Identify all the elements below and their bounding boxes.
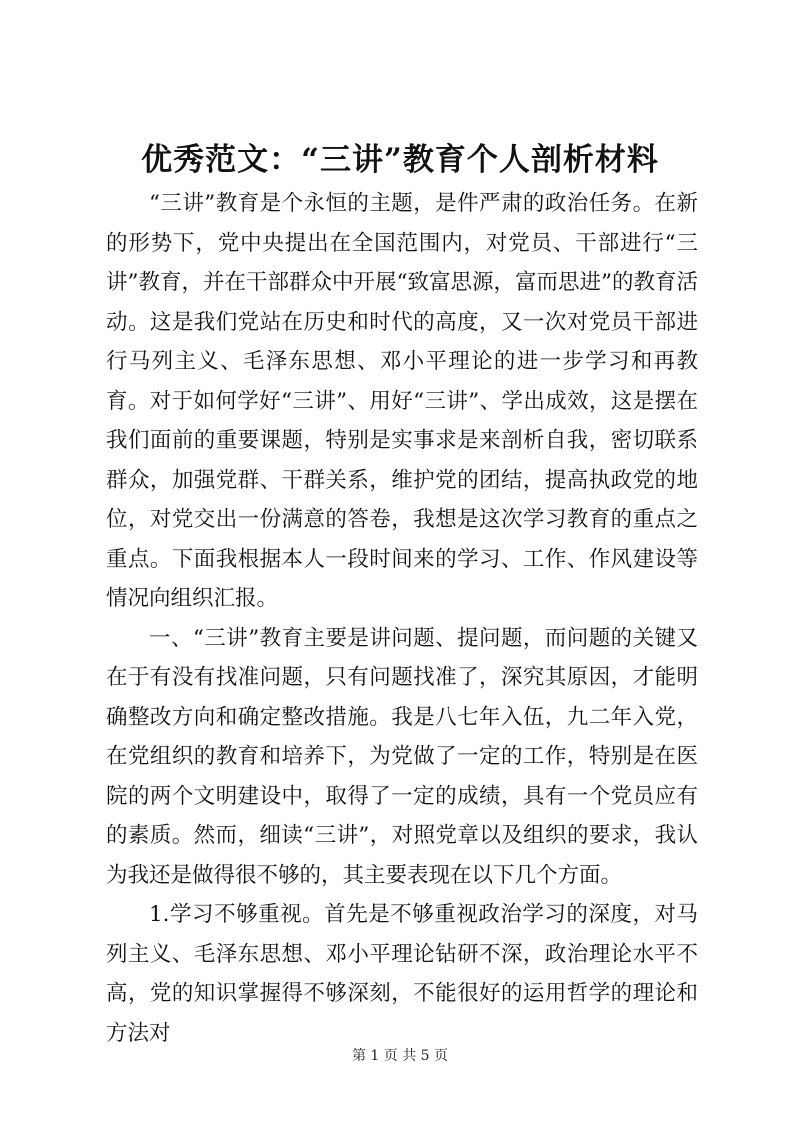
paragraph-intro: “三讲”教育是个永恒的主题，是件严肃的政治任务。在新的形势下，党中央提出在全国范围内，对党员、干部进行“三讲”教育，并在干部群众中开展“致富思源，富而思进”的教育活动。这是我们党站在历史和时代的高度，又一次对党员干部进行马列主义、毛泽东思想、邓小平理论的进一步学习和再教育。对于如何学好“三讲”、用好“三讲”、学出成效，这是摆在我们面前的重要课题，特别是实事求是来剖析自我，密切联系群众，加强党群、干群关系，维护党的团结，提高执政党的地位，对党交出一份满意的答卷，我想是这次学习教育的重点之重点。下面我根据本人一段时间来的学习、工作、作风建设等情况向组织汇报。 [106,191,698,611]
paragraph-section-one: 一、“三讲”教育主要是讲问题、提问题，而问题的关键又在于有没有找准问题，只有问题找准了，深究其原因，才能明确整改方向和确定整改措施。我是八七年入伍，九二年入党，在党组织的教育和培养下，为党做了一定的工作，特别是在医院的两个文明建设中，取得了一定的成绩，具有一个党员应有的素质。然而，细读“三讲”，对照党章以及组织的要求，我认为我还是做得很不够的，其主要表现在以下几个方面。 [106,625,698,888]
document-title: 优秀范文：“三讲”教育个人剖析材料 [141,142,659,178]
page-footer: 第 1 页 共 5 页 [351,1048,449,1064]
paragraph-item-one: 1.学习不够重视。首先是不够重视政治学习的深度，对马列主义、毛泽东思想、邓小平理论钻研不深，政治理论水平不高，党的知识掌握得不够深刻，不能很好的运用哲学的理论和方法对 [106,902,698,1046]
document-body [106,184,698,1053]
